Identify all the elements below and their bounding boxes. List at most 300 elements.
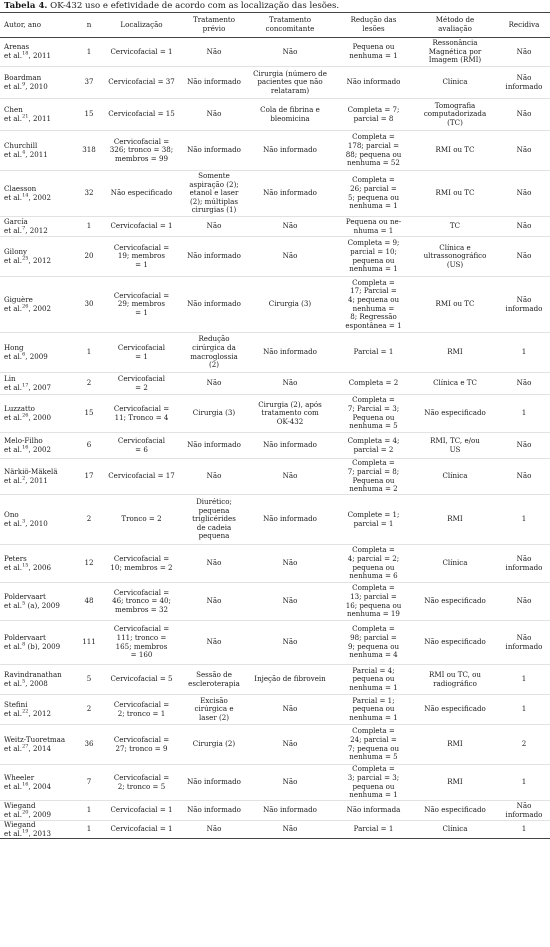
cell-concomitant-treatment: Não [245, 38, 335, 67]
author-year: (a), 2009 [25, 600, 60, 610]
author-et-al: et al. [4, 81, 23, 91]
cell-previous-treatment: Não informado [183, 237, 245, 277]
reference-number: 18 [22, 50, 29, 57]
caption-label: Tabela 4. [4, 1, 48, 11]
author-year: , 2011 [28, 113, 52, 123]
table-row [0, 217, 550, 237]
cell-previous-treatment: Não informado [183, 765, 245, 801]
cell-concomitant-treatment: Cirurgia (3) [245, 277, 335, 333]
reference-number: 5 [22, 600, 26, 607]
cell-author [0, 801, 78, 821]
cell-recurrence: 1 [498, 695, 550, 725]
cell-location: Cervicofacial = 326; tronco = 38; membros = 99 [100, 131, 183, 171]
cell-lesion-reduction: Pequena ou nenhuma = 1 [335, 38, 412, 67]
author-name: Arenas [4, 42, 30, 52]
author-et-al: et al. [4, 518, 23, 528]
cell-recurrence: 1 [498, 395, 550, 433]
cell-n: 1 [78, 333, 100, 373]
cell-lesion-reduction: Completa = 9; parcial = 10; pequena ou nenhuma = 1 [335, 237, 412, 277]
cell-concomitant-treatment: Não [245, 545, 335, 583]
author-year: , 2000 [28, 412, 52, 422]
table-row [0, 171, 550, 217]
reference-number: 27 [22, 743, 29, 750]
cell-author [0, 373, 78, 395]
cell-previous-treatment: Não [183, 217, 245, 237]
author-year: , 2012 [28, 708, 52, 718]
cell-concomitant-treatment: Injeção de fibrovein [245, 665, 335, 695]
cell-concomitant-treatment: Não [245, 821, 335, 839]
cell-n: 1 [78, 38, 100, 67]
cell-previous-treatment: Diurético; pequena triglicérides de cadeia pequena [183, 495, 245, 545]
reference-number: 7 [22, 225, 26, 232]
author-year: , 2011 [28, 51, 52, 60]
author-name: Lin [4, 373, 16, 383]
cell-recurrence: Não informado [498, 621, 550, 665]
author-year: , 2002 [28, 303, 52, 313]
cell-recurrence: 1 [498, 665, 550, 695]
header-lesion-reduction: Redução das lesões [335, 13, 412, 38]
cell-previous-treatment: Cirurgia (2) [183, 725, 245, 765]
cell-evaluation-method: Não especificado [412, 583, 498, 621]
table-row [0, 237, 550, 277]
cell-evaluation-method: Clínica e ultrassonográfico (US) [412, 237, 498, 277]
cell-evaluation-method: Ressonância Magnética por Imagem (RMI) [412, 38, 498, 67]
cell-recurrence: Não [498, 373, 550, 395]
reference-number: 17 [22, 382, 29, 389]
author-name: Peters [4, 553, 27, 563]
cell-location: Cervicofacial = 10; membros = 2 [100, 545, 183, 583]
cell-author [0, 277, 78, 333]
cell-lesion-reduction: Completa = 7; parcial = 8 [335, 99, 412, 131]
header-n: n [78, 13, 100, 38]
author-year: , 2010 [25, 518, 48, 528]
table-row [0, 495, 550, 545]
cell-evaluation-method: RMI ou TC [412, 277, 498, 333]
author-name: Boardman [4, 72, 42, 82]
cell-n: 15 [78, 395, 100, 433]
cell-evaluation-method: Não especificado [412, 395, 498, 433]
cell-previous-treatment: Somente aspiração (2); etanol e laser (2); múltiplas cirurgias (1) [183, 171, 245, 217]
cell-concomitant-treatment: Cola de fibrina e bleomicina [245, 99, 335, 131]
table-row [0, 373, 550, 395]
reference-number: 16 [22, 781, 29, 788]
author-name: Wiegand [4, 800, 36, 810]
table-caption [4, 1, 544, 12]
author-et-al: et al. [4, 303, 23, 313]
author-name: Giguère [4, 294, 33, 304]
cell-n: 2 [78, 373, 100, 395]
author-name: Hong [4, 342, 24, 352]
table-row [0, 765, 550, 801]
cell-previous-treatment: Cirurgia (3) [183, 395, 245, 433]
table-row [0, 67, 550, 99]
cell-recurrence: 2 [498, 725, 550, 765]
cell-n: 5 [78, 665, 100, 695]
author-year: , 2012 [28, 255, 52, 265]
author-et-al: et al. [4, 708, 23, 718]
reference-number: 21 [22, 113, 29, 120]
author-year: , 2006 [28, 562, 52, 572]
reference-number: 3 [22, 518, 26, 525]
cell-previous-treatment: Não informado [183, 433, 245, 459]
cell-n: 17 [78, 459, 100, 495]
author-name: Wheeler [4, 772, 35, 782]
table-row [0, 801, 550, 821]
cell-location: Cervicofacial = 29; membros = 1 [100, 277, 183, 333]
cell-n: 36 [78, 725, 100, 765]
author-year: , 2010 [25, 81, 48, 91]
cell-previous-treatment: Excisão cirúrgica e laser (2) [183, 695, 245, 725]
cell-previous-treatment: Não [183, 621, 245, 665]
cell-author [0, 765, 78, 801]
reference-number: 25 [22, 255, 29, 262]
author-year: , 2009 [28, 809, 52, 819]
author-name: Poldervaart [4, 591, 46, 601]
author-et-al: et al. [4, 255, 23, 265]
cell-previous-treatment: Não informado [183, 277, 245, 333]
author-et-al: et al. [4, 828, 23, 838]
cell-evaluation-method: Clínica [412, 821, 498, 839]
cell-author [0, 695, 78, 725]
cell-evaluation-method: RMI ou TC [412, 171, 498, 217]
cell-author [0, 67, 78, 99]
header-evaluation-method: Método de avaliação [412, 13, 498, 38]
cell-evaluation-method: Tomografia computadorizada (TC) [412, 99, 498, 131]
cell-concomitant-treatment: Não [245, 695, 335, 725]
cell-concomitant-treatment: Não [245, 765, 335, 801]
cell-lesion-reduction: Completa = 17; Parcial = 4; pequena ou nenhuma = 8; Regressão espontânea = 1 [335, 277, 412, 333]
author-year: , 2009 [25, 351, 48, 361]
reference-number: 26 [22, 412, 29, 419]
reference-number: 20 [22, 809, 29, 816]
cell-recurrence: Não informado [498, 67, 550, 99]
table-body [0, 38, 550, 839]
cell-recurrence: Não [498, 459, 550, 495]
cell-evaluation-method: RMI [412, 333, 498, 373]
cell-previous-treatment: Não [183, 99, 245, 131]
cell-previous-treatment: Redução cirúrgica da macroglossia (2) [183, 333, 245, 373]
cell-author [0, 395, 78, 433]
cell-lesion-reduction: Completa = 7; parcial = 8; Pequena ou nenhuma = 2 [335, 459, 412, 495]
caption-text: OK-432 uso e efetividade de acordo com as localização das lesões. [50, 1, 340, 11]
author-name: García [4, 216, 28, 226]
author-name: Poldervaart [4, 632, 46, 642]
reference-number: 15 [22, 562, 29, 569]
cell-n: 32 [78, 171, 100, 217]
cell-n: 1 [78, 801, 100, 821]
cell-location: Tronco = 2 [100, 495, 183, 545]
cell-author [0, 433, 78, 459]
cell-location: Cervicofacial = 46; tronco = 40; membros = 32 [100, 583, 183, 621]
cell-evaluation-method: Clínica [412, 67, 498, 99]
author-et-al: et al. [4, 51, 23, 60]
reference-number: 14 [22, 192, 29, 199]
table-row [0, 621, 550, 665]
header-author: Autor, ano [0, 13, 78, 38]
cell-n: 37 [78, 67, 100, 99]
results-table [0, 12, 550, 839]
author-name: Närkiö-Mäkelä [4, 466, 58, 476]
cell-location: Cervicofacial = 2; tronco = 5 [100, 765, 183, 801]
header-previous-treatment: Tratamento prévio [183, 13, 245, 38]
author-name: Churchill [4, 140, 38, 150]
table-row [0, 821, 550, 839]
cell-previous-treatment: Não [183, 38, 245, 67]
cell-lesion-reduction: Completa = 2 [335, 373, 412, 395]
cell-author [0, 665, 78, 695]
cell-recurrence: Não informado [498, 801, 550, 821]
cell-location: Cervicofacial = 1 [100, 333, 183, 373]
reference-number: 26 [22, 303, 29, 310]
author-et-al: et al. [4, 781, 23, 791]
table-row [0, 583, 550, 621]
cell-concomitant-treatment: Não informado [245, 333, 335, 373]
cell-n: 1 [78, 821, 100, 839]
table-row [0, 665, 550, 695]
cell-concomitant-treatment: Não informado [245, 131, 335, 171]
author-et-al: et al. [4, 475, 23, 485]
cell-location: Cervicofacial = 15 [100, 99, 183, 131]
cell-evaluation-method: RMI [412, 765, 498, 801]
cell-previous-treatment: Não informado [183, 131, 245, 171]
table-row [0, 395, 550, 433]
cell-author [0, 99, 78, 131]
author-et-al: et al. [4, 641, 23, 651]
cell-n: 111 [78, 621, 100, 665]
author-name: Luzzatto [4, 403, 35, 413]
author-year: , 2002 [28, 192, 52, 202]
table-row [0, 545, 550, 583]
author-name: Ono [4, 509, 19, 519]
table-header [0, 13, 550, 38]
cell-n: 48 [78, 583, 100, 621]
author-et-al: et al. [4, 225, 23, 235]
cell-lesion-reduction: Completa = 98; parcial = 9; pequena ou nenhuma = 4 [335, 621, 412, 665]
cell-lesion-reduction: Complete = 1; parcial = 1 [335, 495, 412, 545]
cell-recurrence: Não [498, 171, 550, 217]
cell-previous-treatment: Não [183, 373, 245, 395]
reference-number: 6 [22, 351, 26, 358]
cell-location: Não especificado [100, 171, 183, 217]
cell-location: Cervicofacial = 111; tronco = 165; membros = 160 [100, 621, 183, 665]
cell-previous-treatment: Não [183, 459, 245, 495]
cell-n: 2 [78, 495, 100, 545]
cell-concomitant-treatment: Cirurgia (2), após tratamento com OK-432 [245, 395, 335, 433]
cell-lesion-reduction: Completa = 13; parcial = 16; pequena ou nenhuma = 19 [335, 583, 412, 621]
cell-recurrence: Não [498, 433, 550, 459]
cell-concomitant-treatment: Não informado [245, 433, 335, 459]
cell-location: Cervicofacial = 19; membros = 1 [100, 237, 183, 277]
cell-location: Cervicofacial = 2 [100, 373, 183, 395]
cell-author [0, 217, 78, 237]
cell-lesion-reduction: Completa = 24; parcial = 7; pequena ou nenhuma = 5 [335, 725, 412, 765]
cell-location: Cervicofacial = 11; Tronco = 4 [100, 395, 183, 433]
cell-evaluation-method: RMI ou TC, ou radiográfico [412, 665, 498, 695]
header-location: Localização [100, 13, 183, 38]
cell-author [0, 495, 78, 545]
cell-lesion-reduction: Completa = 26; parcial = 5; pequena ou nenhuma = 1 [335, 171, 412, 217]
cell-location: Cervicofacial = 5 [100, 665, 183, 695]
cell-concomitant-treatment: Não informado [245, 171, 335, 217]
cell-concomitant-treatment: Não [245, 373, 335, 395]
cell-n: 15 [78, 99, 100, 131]
author-name: Melo-Filho [4, 435, 43, 445]
cell-author [0, 131, 78, 171]
cell-lesion-reduction: Completa = 4; parcial = 2; pequena ou nenhuma = 6 [335, 545, 412, 583]
cell-recurrence: Não [498, 38, 550, 67]
table-row [0, 433, 550, 459]
author-et-al: et al. [4, 809, 23, 819]
cell-recurrence: Não [498, 131, 550, 171]
reference-number: 9 [22, 81, 26, 88]
cell-recurrence: 1 [498, 333, 550, 373]
author-year: , 2002 [28, 444, 52, 454]
cell-concomitant-treatment: Não informado [245, 801, 335, 821]
cell-lesion-reduction: Completa = 3; parcial = 3; pequena ou nenhuma = 1 [335, 765, 412, 801]
author-et-al: et al. [4, 562, 23, 572]
cell-location: Cervicofacial = 27; tronco = 9 [100, 725, 183, 765]
cell-n: 7 [78, 765, 100, 801]
author-et-al: et al. [4, 382, 23, 392]
cell-n: 318 [78, 131, 100, 171]
author-name: Stefini [4, 699, 28, 709]
author-name: Gilony [4, 246, 28, 256]
cell-lesion-reduction: Parcial = 4; pequena ou nenhuma = 1 [335, 665, 412, 695]
table-row [0, 131, 550, 171]
cell-evaluation-method: RMI [412, 725, 498, 765]
author-et-al: et al. [4, 678, 23, 688]
author-year: , 2008 [25, 678, 48, 688]
cell-recurrence: Não [498, 583, 550, 621]
cell-concomitant-treatment: Não informado [245, 495, 335, 545]
cell-author [0, 545, 78, 583]
table-row [0, 459, 550, 495]
reference-number: 19 [22, 828, 29, 835]
author-name: Ravindranathan [4, 669, 62, 679]
cell-previous-treatment: Sessão de escleroterapia [183, 665, 245, 695]
cell-author [0, 821, 78, 839]
cell-recurrence: Não informado [498, 545, 550, 583]
cell-location: Cervicofacial = 2; tronco = 1 [100, 695, 183, 725]
author-et-al: et al. [4, 113, 23, 123]
cell-lesion-reduction: Completa = 4; parcial = 2 [335, 433, 412, 459]
cell-previous-treatment: Não [183, 821, 245, 839]
cell-concomitant-treatment: Não [245, 725, 335, 765]
cell-lesion-reduction: Não informado [335, 67, 412, 99]
cell-evaluation-method: RMI [412, 495, 498, 545]
author-et-al: et al. [4, 149, 23, 159]
cell-author [0, 459, 78, 495]
author-et-al: et al. [4, 743, 23, 753]
cell-concomitant-treatment: Não [245, 459, 335, 495]
author-year: , 2014 [28, 743, 52, 753]
author-year: , 2012 [25, 225, 48, 235]
cell-n: 12 [78, 545, 100, 583]
cell-recurrence: Não [498, 237, 550, 277]
cell-n: 30 [78, 277, 100, 333]
cell-lesion-reduction: Pequena ou ne- nhuma = 1 [335, 217, 412, 237]
author-name: Chen [4, 104, 23, 114]
cell-recurrence: 1 [498, 765, 550, 801]
author-year: , 2007 [28, 382, 52, 392]
cell-author [0, 621, 78, 665]
cell-n: 6 [78, 433, 100, 459]
author-year: , 2004 [28, 781, 52, 791]
cell-previous-treatment: Não informado [183, 67, 245, 99]
cell-previous-treatment: Não informado [183, 801, 245, 821]
reference-number: 5 [22, 678, 26, 685]
cell-recurrence: Não [498, 217, 550, 237]
reference-number: 4 [22, 149, 26, 156]
cell-evaluation-method: Não especificado [412, 621, 498, 665]
header-concomitant-treatment: Tratamento concomitante [245, 13, 335, 38]
table-row [0, 333, 550, 373]
reference-number: 8 [22, 641, 26, 648]
cell-author [0, 38, 78, 67]
cell-n: 20 [78, 237, 100, 277]
cell-evaluation-method: Clínica [412, 545, 498, 583]
author-et-al: et al. [4, 192, 23, 202]
cell-concomitant-treatment: Não [245, 621, 335, 665]
reference-number: 2 [22, 475, 26, 482]
cell-evaluation-method: TC [412, 217, 498, 237]
cell-n: 2 [78, 695, 100, 725]
cell-author [0, 333, 78, 373]
author-year: , 2013 [28, 828, 52, 838]
reference-number: 16 [22, 444, 29, 451]
cell-evaluation-method: Não especificado [412, 695, 498, 725]
cell-lesion-reduction: Completa = 178; parcial = 88; pequena ou nenhuma = 52 [335, 131, 412, 171]
cell-recurrence: 1 [498, 821, 550, 839]
author-name: Weitz-Tuoretmaa [4, 734, 66, 744]
cell-location: Cervicofacial = 1 [100, 821, 183, 839]
cell-recurrence: Não informado [498, 277, 550, 333]
table-row [0, 99, 550, 131]
table-row [0, 38, 550, 67]
cell-recurrence: 1 [498, 495, 550, 545]
author-name: Wiegand [4, 820, 36, 829]
cell-concomitant-treatment: Não [245, 217, 335, 237]
cell-location: Cervicofacial = 37 [100, 67, 183, 99]
author-et-al: et al. [4, 600, 23, 610]
author-year: (b), 2009 [25, 641, 61, 651]
cell-concomitant-treatment: Não [245, 237, 335, 277]
header-row [0, 13, 550, 38]
cell-evaluation-method: RMI ou TC [412, 131, 498, 171]
table-row [0, 695, 550, 725]
cell-location: Cervicofacial = 1 [100, 801, 183, 821]
header-recurrence: Recidiva [498, 13, 550, 38]
cell-location: Cervicofacial = 1 [100, 217, 183, 237]
author-et-al: et al. [4, 444, 23, 454]
author-name: Claesson [4, 183, 37, 193]
cell-evaluation-method: Clínica [412, 459, 498, 495]
cell-lesion-reduction: Parcial = 1 [335, 333, 412, 373]
cell-author [0, 725, 78, 765]
table-row [0, 725, 550, 765]
cell-previous-treatment: Não [183, 583, 245, 621]
cell-n: 1 [78, 217, 100, 237]
cell-evaluation-method: RMI, TC, e/ou US [412, 433, 498, 459]
author-year: , 2011 [25, 149, 48, 159]
author-et-al: et al. [4, 351, 23, 361]
cell-lesion-reduction: Não informada [335, 801, 412, 821]
author-year: , 2011 [25, 475, 48, 485]
cell-location: Cervicofacial = 17 [100, 459, 183, 495]
cell-lesion-reduction: Parcial = 1; pequena ou nenhuma = 1 [335, 695, 412, 725]
cell-lesion-reduction: Parcial = 1 [335, 821, 412, 839]
cell-concomitant-treatment: Não [245, 583, 335, 621]
